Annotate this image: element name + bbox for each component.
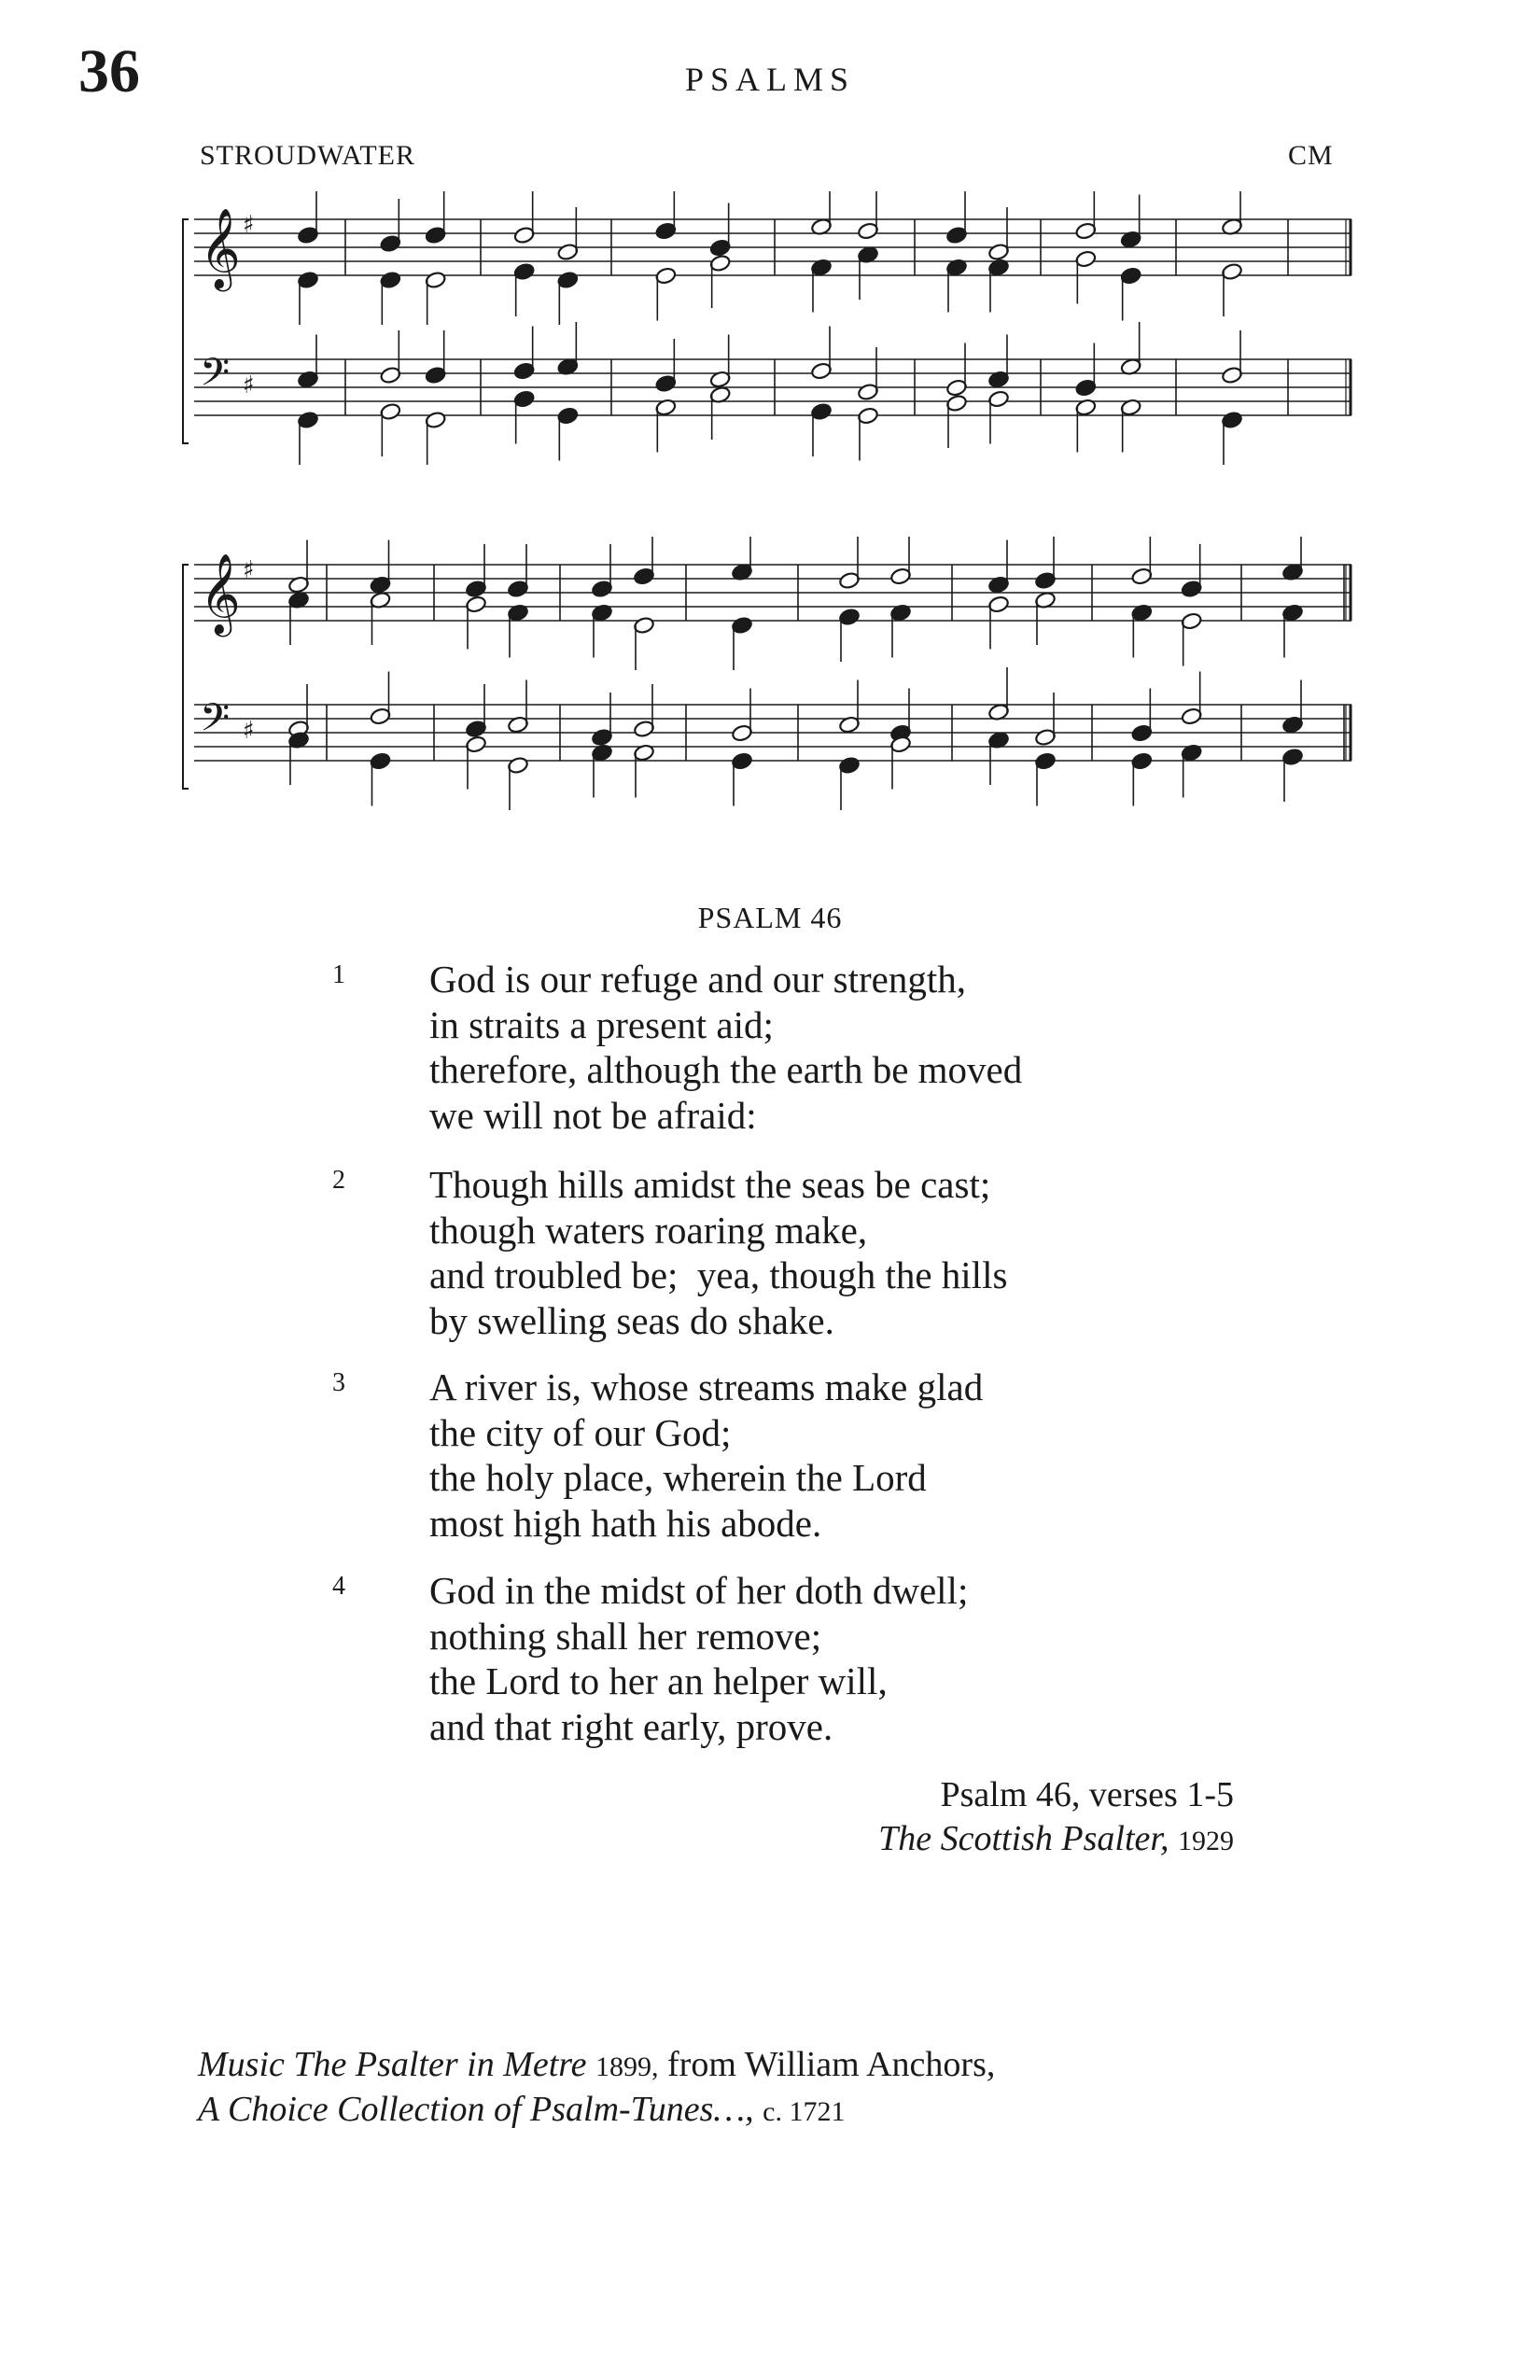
key-signature-sharp-icon: ♯ [243, 556, 255, 584]
key-signature-sharp-icon: ♯ [243, 211, 255, 239]
music-work-year: 1899, [595, 2051, 659, 2082]
score-image-2 [177, 537, 1353, 812]
verse-line: by swelling seas do shake. [429, 1298, 834, 1342]
verse-line: nothing shall her remove; [429, 1614, 822, 1658]
music-collection: A Choice Collection of Psalm-Tunes…, [198, 2090, 754, 2129]
running-head: PSALMS [684, 61, 856, 98]
music-system-1 [177, 191, 1353, 467]
verse-line: God is our refuge and our strength, [429, 958, 967, 1001]
bass-clef-icon: 𝄢 [200, 695, 231, 749]
music-label: Music [198, 2045, 285, 2084]
treble-clef-icon: 𝄞 [200, 553, 241, 634]
verse-line: the holy place, wherein the Lord [429, 1456, 927, 1499]
psalm-heading: PSALM 46 [697, 901, 843, 934]
verse-line: A river is, whose streams make glad [429, 1365, 984, 1408]
system-brace [183, 219, 189, 443]
verse-line: therefore, although the earth be moved [429, 1048, 1023, 1091]
music-work: The Psalter in Metre [293, 2045, 587, 2084]
verse-line: in straits a present aid; [429, 1002, 774, 1046]
text-source [653, 1817, 1234, 1863]
verse-line: and that right early, prove. [429, 1704, 833, 1748]
score-image-1 [177, 191, 1353, 467]
music-credit-line-2 [198, 2087, 846, 2135]
verse-number: 2 [332, 1166, 345, 1195]
verse-line: the city of our God; [429, 1410, 732, 1454]
tune-name: STROUDWATER [200, 140, 416, 171]
music-circa: c. 1721 [763, 2096, 846, 2127]
verse-line: Though hills amidst the seas be cast; [429, 1163, 991, 1206]
bass-clef-icon: 𝄢 [200, 350, 231, 404]
verse-number: 4 [332, 1572, 345, 1601]
key-signature-sharp-icon: ♯ [243, 371, 255, 399]
system-brace [183, 565, 189, 789]
verse-line: though waters roaring make, [429, 1208, 868, 1252]
page-number: 36 [78, 37, 140, 105]
verse-line: we will not be afraid: [429, 1093, 757, 1137]
music-from: from William Anchors, [667, 2045, 996, 2084]
music-credit [198, 2042, 995, 2090]
meter-label: CM [1288, 140, 1334, 171]
music-system-2 [177, 537, 1353, 812]
verse-number: 1 [332, 960, 345, 989]
verse-line: and troubled be; yea, though the hills [429, 1253, 1008, 1296]
verse-line: the Lord to her an helper will, [429, 1659, 888, 1702]
key-signature-sharp-icon: ♯ [243, 717, 255, 745]
verse-line: most high hath his abode. [429, 1501, 822, 1545]
scripture-reference: Psalm 46, verses 1-5 [940, 1775, 1234, 1814]
verse-number: 3 [332, 1368, 345, 1397]
source-title: The Scottish Psalter, [878, 1819, 1169, 1858]
verse-line: God in the midst of her doth dwell; [429, 1569, 969, 1612]
source-year: 1929 [1178, 1826, 1234, 1856]
treble-clef-icon: 𝄞 [200, 208, 241, 288]
